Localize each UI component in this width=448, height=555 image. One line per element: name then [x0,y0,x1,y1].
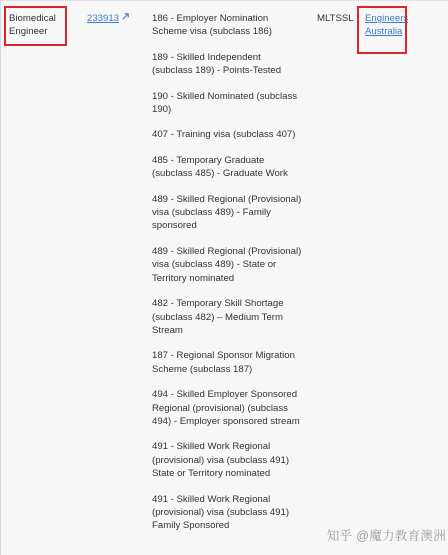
visa-item [152,493,312,533]
visa-line: (subclass 485) - Graduate Work [152,168,288,180]
highlight-box-authority [357,6,407,54]
visa-item [152,193,312,233]
watermark: 知乎 @魔力教育澳洲 [326,528,446,543]
visa-item [152,245,312,285]
visa-line: Family Sponsored [152,520,230,532]
authority-line: Engineers [365,13,409,24]
visa-line: 187 - Regional Sponsor Migration [152,350,295,362]
visa-item [152,349,312,376]
authority-line: Australia [365,26,403,38]
visa-line: 494) - Employer sponsored stream [152,415,300,427]
anzsco-code-link[interactable] [87,13,130,24]
visa-line: 482 - Temporary Skill Shortage [152,298,284,310]
external-link-icon [121,12,130,21]
visa-line: 489 - Skilled Regional (Provisional) [152,245,302,257]
visa-line: (subclass 482) – Medium Term [152,311,283,323]
visa-line: 485 - Temporary Graduate [152,154,265,166]
visa-line: Stream [152,324,183,336]
visa-item [152,12,312,39]
occupation-line: Engineer [9,26,48,38]
visa-line: 489 - Skilled Regional (Provisional) [152,193,302,205]
visa-item [152,154,312,181]
visa-line: 491 - Skilled Work Regional [152,441,271,453]
visa-line: (provisional) visa (subclass 491) [152,454,290,466]
visa-line: 494 - Skilled Employer Sponsored [152,389,298,401]
visa-list [152,12,312,545]
visa-line: visa (subclass 489) - Family [152,207,271,219]
visa-item [152,440,312,480]
anzsco-cell [87,12,130,25]
visa-line: State or Territory nominated [152,468,271,480]
highlight-box-occupation [4,6,67,46]
visa-line: 407 - Training visa (subclass 407) [152,129,296,141]
visa-item [152,297,312,337]
visa-line: 189 - Skilled Independent [152,51,261,63]
visa-line: Territory nominated [152,272,235,284]
visa-line: sponsored [152,220,197,232]
occupation-line: Biomedical [9,13,56,24]
skill-list-cell: MLTSSL [317,13,354,24]
anzsco-code: 233913 [87,13,120,24]
visa-item [152,51,312,78]
visa-line: (subclass 189) - Points-Tested [152,65,282,77]
visa-line: 491 - Skilled Work Regional [152,493,271,505]
visa-item [152,388,312,428]
visa-line: Scheme visa (subclass 186) [152,26,272,38]
visa-line: (provisional) visa (subclass 491) [152,506,290,518]
visa-item [152,128,312,141]
visa-line: 186 - Employer Nomination [152,13,269,24]
visa-line: 190) [152,104,172,116]
visa-line: 190 - Skilled Nominated (subclass [152,90,298,102]
visa-line: visa (subclass 489) - State or [152,259,277,271]
visa-line: Scheme (subclass 187) [152,363,253,375]
visa-line: Regional (provisional) (subclass [152,402,288,414]
visa-item [152,90,312,117]
